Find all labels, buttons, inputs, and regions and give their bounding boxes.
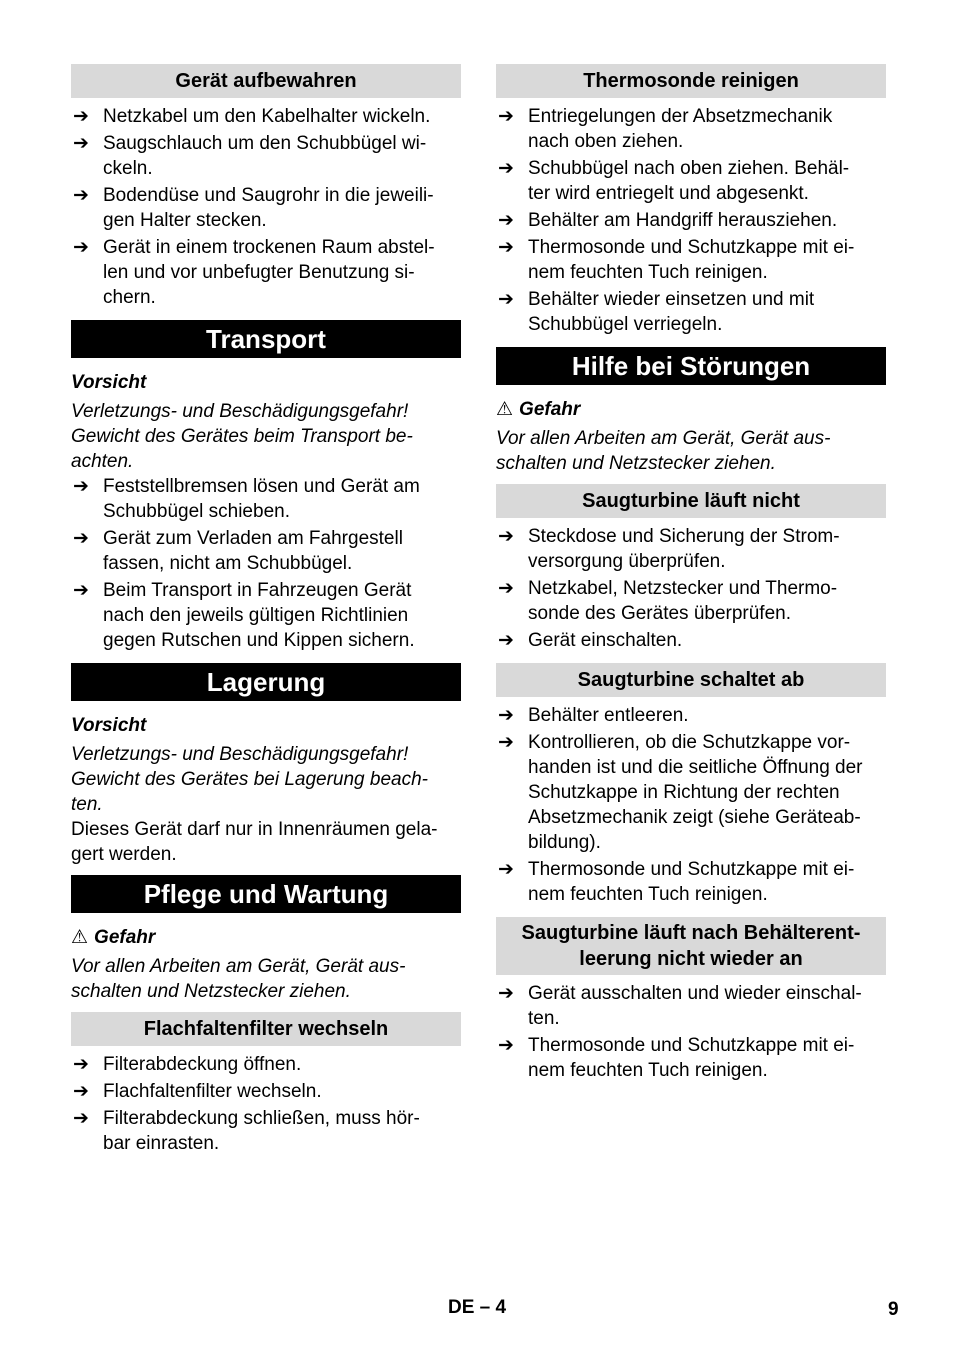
arrow-right-icon: ➔ xyxy=(73,1054,89,1075)
list-item-text: Thermosonde und Schutzkappe mit ei- nem feuchten Tuch reinigen. xyxy=(528,859,855,905)
arrow-right-icon: ➔ xyxy=(498,732,514,753)
list-laeuft-nicht xyxy=(496,524,886,653)
list-item-text: Steckdose und Sicherung der Strom- versorgung überprüfen. xyxy=(528,526,840,572)
heading-saugturbine-schaltet-ab: Saugturbine schaltet ab xyxy=(496,663,886,697)
list-item xyxy=(71,1052,461,1077)
list-item-text: Thermosonde und Schutzkappe mit ei- nem feuchten Tuch reinigen. xyxy=(528,237,855,283)
arrow-right-icon: ➔ xyxy=(498,289,514,310)
heading-lagerung: Lagerung xyxy=(71,663,461,701)
warning-triangle-icon: ⚠ xyxy=(496,399,514,420)
arrow-right-icon: ➔ xyxy=(73,1081,89,1102)
arrow-right-icon: ➔ xyxy=(498,983,514,1004)
list-item xyxy=(496,287,886,337)
list-item xyxy=(496,576,886,626)
list-item-text: Gerät ausschalten und wieder einschal- ten. xyxy=(528,983,862,1029)
arrow-right-icon: ➔ xyxy=(498,106,514,127)
list-item xyxy=(71,526,461,576)
arrow-right-icon: ➔ xyxy=(73,185,89,206)
list-item xyxy=(496,524,886,574)
list-transport xyxy=(71,474,461,653)
list-item xyxy=(496,703,886,728)
list-item-text: Schubbügel nach oben ziehen. Behäl- ter wird entriegelt und abgesenkt. xyxy=(528,158,850,204)
arrow-right-icon: ➔ xyxy=(498,210,514,231)
list-item-text: Filterabdeckung schließen, muss hör- bar einrasten. xyxy=(103,1108,420,1154)
list-item xyxy=(71,474,461,524)
arrow-right-icon: ➔ xyxy=(73,580,89,601)
arrow-right-icon: ➔ xyxy=(73,528,89,549)
heading-saugturbine-laeuft-nicht: Saugturbine läuft nicht xyxy=(496,484,886,518)
list-item xyxy=(71,1079,461,1104)
list-item-text: Behälter entleeren. xyxy=(528,705,689,726)
note-text-hilfe: Vor allen Arbeiten am Gerät, Gerät aus- schalten und Netzstecker ziehen. xyxy=(496,428,831,474)
list-item xyxy=(71,104,461,129)
list-item-text: Behälter wieder einsetzen und mit Schubbügel verriegeln. xyxy=(528,289,815,335)
list-item-text: Entriegelungen der Absetzmechanik nach oben ziehen. xyxy=(528,106,833,152)
list-item xyxy=(496,104,886,154)
arrow-right-icon: ➔ xyxy=(498,526,514,547)
note-title-pflege-label: Gefahr xyxy=(94,927,156,948)
list-item-text: Saugschlauch um den Schubbügel wi- ckeln. xyxy=(103,133,427,179)
note-title-transport: Vorsicht xyxy=(71,372,147,393)
note-text-pflege: Vor allen Arbeiten am Gerät, Gerät aus- schalten und Netzstecker ziehen. xyxy=(71,956,406,1002)
note-text-lagerung: Verletzungs- und Beschädigungsgefahr! Gewicht des Gerätes bei Lagerung beach- ten. xyxy=(71,744,428,815)
arrow-right-icon: ➔ xyxy=(498,1035,514,1056)
list-item-text: Gerät zum Verladen am Fahrgestell fassen, nicht am Schubbügel. xyxy=(103,528,403,574)
list-item-text: Beim Transport in Fahrzeugen Gerät nach den jeweils gültigen Richtlinien gegen Rutschen und Kippen sichern. xyxy=(103,580,415,651)
list-item-text: Gerät in einem trockenen Raum abstel- len und vor unbefugter Benutzung si- chern. xyxy=(103,237,435,308)
arrow-right-icon: ➔ xyxy=(73,237,89,258)
heading-transport: Transport xyxy=(71,320,461,358)
lagerung-text: Dieses Gerät darf nur in Innenräumen gela- gert werden. xyxy=(71,819,438,865)
arrow-right-icon: ➔ xyxy=(73,133,89,154)
list-flachfaltenfilter xyxy=(71,1052,461,1156)
list-aufbewahren xyxy=(71,104,461,310)
heading-nach-entleerung: Saugturbine läuft nach Behälterent- leerung nicht wieder an xyxy=(496,917,886,975)
note-title-hilfe-label: Gefahr xyxy=(519,399,581,420)
list-item-text: Behälter am Handgriff herausziehen. xyxy=(528,210,838,231)
list-item-text: Filterabdeckung öffnen. xyxy=(103,1054,302,1075)
list-item xyxy=(496,1033,886,1083)
list-item xyxy=(496,235,886,285)
list-item-text: Netzkabel, Netzstecker und Thermo- sonde des Gerätes überprüfen. xyxy=(528,578,838,624)
list-item-text: Kontrollieren, ob die Schutzkappe vor- handen ist und die seitliche Öffnung der Schutzkappe in Richtung der rechten Absetzmechanik zeigt (siehe Geräteab- bildung). xyxy=(528,732,863,853)
left-column xyxy=(71,64,461,1166)
arrow-right-icon: ➔ xyxy=(498,158,514,179)
arrow-right-icon: ➔ xyxy=(498,630,514,651)
heading-thermosonde-reinigen: Thermosonde reinigen xyxy=(496,64,886,98)
list-item xyxy=(496,628,886,653)
list-item xyxy=(71,578,461,653)
heading-pflege-und-wartung: Pflege und Wartung xyxy=(71,875,461,913)
arrow-right-icon: ➔ xyxy=(498,859,514,880)
warning-triangle-icon: ⚠ xyxy=(71,927,89,948)
arrow-right-icon: ➔ xyxy=(73,1108,89,1129)
arrow-right-icon: ➔ xyxy=(498,237,514,258)
list-item-text: Flachfaltenfilter wechseln. xyxy=(103,1081,322,1102)
list-item xyxy=(71,235,461,310)
note-title-lagerung: Vorsicht xyxy=(71,715,147,736)
arrow-right-icon: ➔ xyxy=(498,705,514,726)
list-item xyxy=(71,131,461,181)
list-schaltet-ab xyxy=(496,703,886,907)
list-item xyxy=(496,156,886,206)
list-item xyxy=(496,857,886,907)
list-item-text: Bodendüse und Saugrohr in die jeweili- gen Halter stecken. xyxy=(103,185,434,231)
list-item xyxy=(496,208,886,233)
note-title-hilfe xyxy=(496,397,886,422)
list-item xyxy=(71,183,461,233)
list-item-text: Netzkabel um den Kabelhalter wickeln. xyxy=(103,106,431,127)
footer-page-number: 9 xyxy=(888,1299,899,1320)
list-item-text: Gerät einschalten. xyxy=(528,630,683,651)
list-item xyxy=(496,730,886,855)
heading-hilfe-bei-stoerungen: Hilfe bei Störungen xyxy=(496,347,886,385)
note-title-pflege xyxy=(71,925,461,950)
footer-language-page: DE – 4 xyxy=(448,1297,507,1318)
arrow-right-icon: ➔ xyxy=(498,578,514,599)
arrow-right-icon: ➔ xyxy=(73,476,89,497)
heading-flachfaltenfilter: Flachfaltenfilter wechseln xyxy=(71,1012,461,1046)
right-column xyxy=(496,64,886,1093)
arrow-right-icon: ➔ xyxy=(73,106,89,127)
note-text-transport: Verletzungs- und Beschädigungsgefahr! Gewicht des Gerätes beim Transport be- achten. xyxy=(71,401,413,472)
list-item-text: Feststellbremsen lösen und Gerät am Schubbügel schieben. xyxy=(103,476,420,522)
list-nach-entleerung xyxy=(496,981,886,1083)
heading-geraet-aufbewahren: Gerät aufbewahren xyxy=(71,64,461,98)
list-item xyxy=(71,1106,461,1156)
list-thermosonde xyxy=(496,104,886,337)
list-item-text: Thermosonde und Schutzkappe mit ei- nem feuchten Tuch reinigen. xyxy=(528,1035,855,1081)
list-item xyxy=(496,981,886,1031)
